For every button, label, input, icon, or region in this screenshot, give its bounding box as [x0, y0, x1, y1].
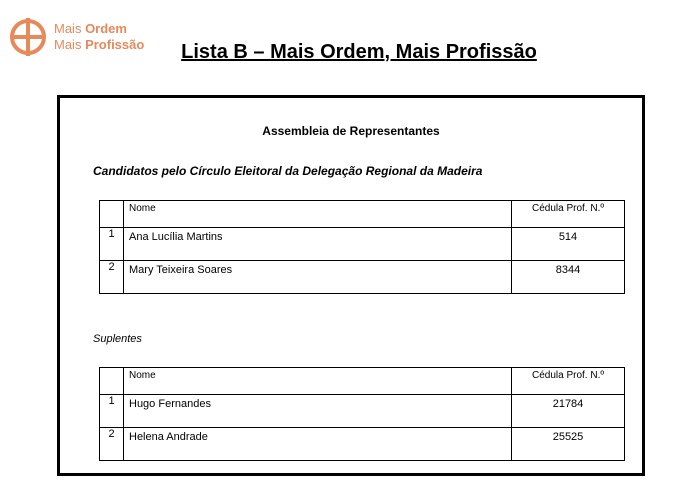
list-frame	[57, 95, 645, 476]
substitute-name: Helena Andrade	[124, 428, 512, 461]
candidate-name: Mary Teixeira Soares	[124, 261, 512, 294]
logo-text	[54, 21, 144, 53]
substitute-card: 21784	[512, 395, 625, 428]
card-header: Cédula Prof. N.º	[512, 201, 625, 228]
table-row	[100, 428, 625, 461]
constituency-heading: Candidatos pelo Círculo Eleitoral da Delegação Regional da Madeira	[93, 164, 483, 178]
row-number: 2	[100, 428, 124, 461]
substitutes-table	[99, 367, 625, 461]
substitutes-heading: Suplentes	[93, 333, 142, 345]
logo-line1-b: Ordem	[85, 21, 127, 36]
substitute-name: Hugo Fernandes	[124, 395, 512, 428]
card-header: Cédula Prof. N.º	[512, 368, 625, 395]
table-row	[100, 395, 625, 428]
candidate-name: Ana Lucília Martins	[124, 228, 512, 261]
candidate-card: 8344	[512, 261, 625, 294]
candidates-table	[99, 200, 625, 294]
row-number: 1	[100, 395, 124, 428]
document-title: Lista B – Mais Ordem, Mais Profissão	[181, 41, 537, 63]
table-row	[100, 261, 625, 294]
logo-line1-a: Mais	[54, 21, 86, 36]
assembly-heading: Assembleia de Representantes	[262, 124, 440, 138]
candidate-card: 514	[512, 228, 625, 261]
row-number: 2	[100, 261, 124, 294]
logo-line2-a: Mais	[54, 37, 86, 52]
substitute-card: 25525	[512, 428, 625, 461]
row-number: 1	[100, 228, 124, 261]
name-header: Nome	[124, 368, 512, 395]
logo-line2-b: Profissão	[85, 37, 145, 52]
number-header	[100, 368, 124, 395]
name-header: Nome	[124, 201, 512, 228]
table-header-row	[100, 201, 625, 228]
logo-cross-circle-icon	[8, 17, 48, 57]
number-header	[100, 201, 124, 228]
table-row	[100, 228, 625, 261]
table-header-row	[100, 368, 625, 395]
logo	[8, 17, 168, 59]
